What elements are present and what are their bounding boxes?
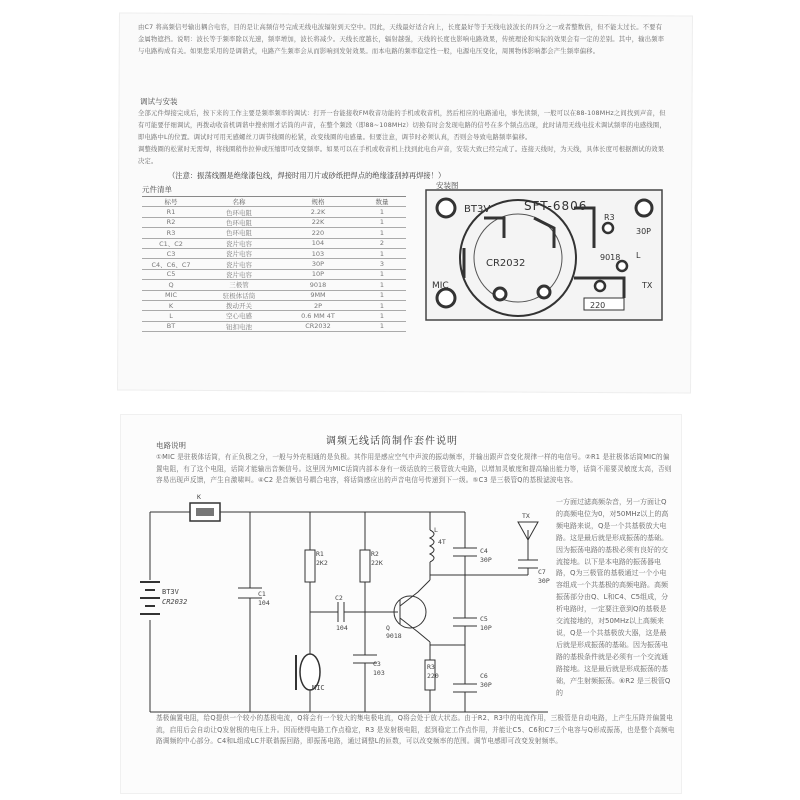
r1-label: R1 <box>316 550 324 558</box>
pcb-r3-label: R3 <box>604 213 615 222</box>
switch-slider <box>196 508 214 516</box>
parts-table-cell: 9MM <box>278 290 358 300</box>
parts-table-cell: 瓷片电容 <box>200 259 278 269</box>
c6-value: 30P <box>480 681 492 689</box>
parts-table-cell: 1 <box>358 269 406 279</box>
c7-value: 30P <box>538 577 550 585</box>
header-cell: 名称 <box>200 197 278 207</box>
parts-table-cell: 10P <box>278 269 358 279</box>
parts-table-cell: C4、C6、C7 <box>142 259 200 269</box>
parts-table-cell: 22K <box>278 217 358 227</box>
c4-label: C4 <box>480 547 488 555</box>
parts-table-cell: 9018 <box>278 280 358 290</box>
l-value: 4T <box>438 538 446 546</box>
c2-value: 104 <box>336 624 348 632</box>
kit-manual-title: 调频无线话筒制作套件说明 <box>326 436 458 447</box>
parts-table-cell: 2 <box>358 238 406 248</box>
pcb-board-label: SFT-6806 <box>524 199 588 213</box>
parts-table-cell: 220 <box>278 228 358 238</box>
l-label: L <box>434 526 438 534</box>
r2-resistor <box>360 550 370 582</box>
l-coil <box>430 530 434 562</box>
parts-table-cell: R1 <box>142 207 200 217</box>
parts-table-cell: C3 <box>142 248 200 258</box>
parts-table-cell: R2 <box>142 217 200 227</box>
parts-table-cell: 钮扣电池 <box>200 321 278 331</box>
c5-value: 10P <box>480 624 492 632</box>
parts-table-cell: BT <box>142 321 200 331</box>
parts-table-cell: 1 <box>358 280 406 290</box>
parts-table-cell: L <box>142 311 200 321</box>
c2-label: C2 <box>335 594 343 602</box>
parts-table-cell: 空心电感 <box>200 311 278 321</box>
c6-label: C6 <box>480 672 488 680</box>
parts-table-cell: Q <box>142 280 200 290</box>
c1-value: 104 <box>258 599 270 607</box>
parts-table-cell: 瓷片电容 <box>200 269 278 279</box>
tx-label: TX <box>522 512 530 520</box>
r1-resistor <box>305 550 315 582</box>
c5-label: C5 <box>480 615 488 623</box>
parts-table-cell: 瓷片电容 <box>200 248 278 258</box>
parts-table-cell: 1 <box>358 321 406 331</box>
c7-capacitor <box>518 560 538 568</box>
r1-value: 2K2 <box>316 559 328 567</box>
c3-value: 103 <box>373 669 385 677</box>
c2-capacitor <box>338 602 344 622</box>
circuit-description-right-column: 一方面过滤高频杂音，另一方面让Q的高频电位为0，对50MHz以上的高频电路来说，Q是一个共基极放大电路。这是最后就是形成振荡的基础。因为振荡电路的基极必须有良好的交流接地。以下是本电路的振荡器电路，Q为三极管的基极通过一个小电容组成一个共基极的高频电路。高频振荡部分由Q、L和C4、C5组成，分析电路时，一定要注意到Q的基极是交流接地的，对50MHz以上高频来说，Q是一个共基极放大器，这是最后就是形成振荡的基础。因为振荡电路的基极条件就是必须有一个交流通路接地。这是最后就是形成振荡的基础，产生射频振荡。⑥R2 是三极管Q的 <box>556 498 671 697</box>
parts-table-cell: 瓷片电容 <box>200 238 278 248</box>
pcb-tx-label: TX <box>642 281 653 290</box>
q-label: Q <box>386 624 390 632</box>
parts-table-cell: 2P <box>278 300 358 310</box>
parts-table-cell: 色环电阻 <box>200 228 278 238</box>
pcb-battery-label: BT3V <box>464 204 491 215</box>
parts-table-cell: MIC <box>142 290 200 300</box>
parts-table-cell: 色环电阻 <box>200 207 278 217</box>
pcb-l-label: L <box>636 251 641 260</box>
c3-label: C3 <box>373 660 381 668</box>
parts-table-cell: 1 <box>358 207 406 217</box>
pcb-q-label: 9018 <box>600 253 621 262</box>
parts-table-cell: 30P <box>278 259 358 269</box>
parts-table-cell: 1 <box>358 311 406 321</box>
debug-section-heading: 调试与安装 <box>140 97 178 106</box>
parts-table-cell: C1、C2 <box>142 238 200 248</box>
battery-model-label: CR2032 <box>162 598 188 606</box>
pcb-r3-value: 220 <box>590 301 606 310</box>
header-cell: 标号 <box>142 197 200 207</box>
c6-capacitor <box>453 684 477 692</box>
circuit-description-bottom: 基极偏置电阻，给Q提供一个较小的基极电流，Q将会有一个较大的集电极电流，Q将会处于放大状态。由于R2、R3中的电流作用，三极管是自动电路，上产生压降并偏置电流，启用后会自动让Q发射极的电压上升。因而使得电路工作点稳定，R3 是发射极电阻，起到稳定工作点作用，并能让C5、C6和C7三个电容与Q形成振荡，也是整个高频电路调频的中心部分。C4和L组成LC并联谐振回路，即振荡电路，通过调整L的匝数，可以改变频率的范围。调节电感即可改变发射频率。 <box>156 714 675 745</box>
intro-paragraph: 由C7 将高频信号输出耦合电容，目的是让高频信号完成无线电波辐射到天空中。因此，天线最好适合向上，长度最好等于无线电波波长的四分之一或者整数倍，但不能太过长。不要有金属物遮挡。说明：波长等于频率除以光速，频率增加，波长将减少。天线长度越长，辐射越强，天线的长度也影响电路效果，传统理论和实际的效果会有一定的差别。其中，输出频率与电路构成有关。如果您采用的是调谐式，电路产生频率会从而影响到发射效果。而本电路的频率稳定性一般，电源电压变化，周围物体影响都会产生频率偏移。 <box>138 24 665 55</box>
pcb-c6-label: 30P <box>636 227 652 236</box>
r2-value: 22K <box>371 559 383 567</box>
r3-value: 220 <box>427 672 439 680</box>
c5-capacitor <box>453 618 477 626</box>
header-cell: 规格 <box>278 197 358 207</box>
parts-list-title: 元件清单 <box>142 185 172 194</box>
parts-table-cell: 3 <box>358 259 406 269</box>
pcb-battery-model: CR2032 <box>486 258 526 269</box>
circuit-section-heading: 电路说明 <box>156 441 186 450</box>
parts-table-cell: 0.6 MM 4T <box>278 311 358 321</box>
debug-paragraph: 全部元件焊接完成后，按下来的工作主要是频率频率的调试：打开一台能接收FM收音功能的手机或收音机，然后相应的电路通电，事先读频，一般可以在88-108MHz之间找到声音，但有可能要仔细调试，再拨动收音机调谐中搜索刚才话筒的声音，在整个频段（即88~108MHz）切换有时会发现电路的信号在多个频点出现，此时请用无线电技术调试频率的电感线圈，即电路中L的位置。调试时可用无感螺丝刀调节线圈的松紧，改变线圈的电感量。但要注意，调节时必须认真，否则会导致电路频率偏移。 <box>138 110 666 141</box>
c7-label: C7 <box>538 568 546 576</box>
install-diagram-title: 安装图 <box>436 181 459 190</box>
parts-table-cell: 2.2K <box>278 207 358 217</box>
parts-table-cell: 1 <box>358 300 406 310</box>
parts-table-cell: K <box>142 300 200 310</box>
parts-table-cell: R3 <box>142 228 200 238</box>
parts-table-cell: 驻极体话筒 <box>200 290 278 300</box>
parts-table-cell: 1 <box>358 217 406 227</box>
circuit-description: ①MIC 是驻极体话筒，有正负极之分，一般与外壳相通的是负极。其作用是感应空气中声波的振动频率，并输出跟声音变化规律一样的电信号。②R1 是驻极体话筒MIC的偏置电阻，有了这个电阻，话筒才能输出音频信号。这里因为MIC话筒内部本身有一级话放的三极管放大电路，以增加灵敏度和提高输出能力等，话筒不需要灵敏度太高，否则容易出现声反馈，产生自激啸叫。④C2 是音频信号耦合电容，将话筒感应出的声音电信号传递到下一级。⑤C3 是三极管Q的基极滤波电容。 <box>156 453 672 484</box>
mic-label: MIC <box>312 684 325 692</box>
parts-table-cell: 1 <box>358 248 406 258</box>
r3-label: R3 <box>427 663 435 671</box>
parts-table-cell: 拨动开关 <box>200 300 278 310</box>
battery-symbol <box>140 582 160 614</box>
c4-value: 30P <box>480 556 492 564</box>
battery-label: BT3V <box>162 588 179 596</box>
parts-table-cell: 1 <box>358 290 406 300</box>
parts-table-cell: C5 <box>142 269 200 279</box>
header-cell: 数量 <box>358 197 406 207</box>
parts-table-cell: 1 <box>358 228 406 238</box>
c4-capacitor <box>453 548 477 556</box>
q-value: 9018 <box>386 632 402 640</box>
r2-label: R2 <box>371 550 379 558</box>
parts-table-cell: CR2032 <box>278 321 358 331</box>
debug-paragraph-continued: 调整线圈的松紧时无需焊，将线圈稍作拉伸或压缩即可改变频率。如果可以在手机或收音机上找到此电台声音，安装大致已经完成了。连接天线时，为天线，具体长度可根据测试的效果决定。 <box>138 146 665 165</box>
parts-table-cell: 103 <box>278 248 358 258</box>
parts-table-cell: 104 <box>278 238 358 248</box>
c1-label: C1 <box>258 590 266 598</box>
transistor-q <box>394 596 426 628</box>
soldering-notice: （注意：振荡线圈是绝缘漆包线，焊接时用刀片或砂纸把焊点的绝缘漆刮掉再焊接！） <box>168 171 446 180</box>
switch-label: K <box>197 493 201 501</box>
parts-table-cell: 三极管 <box>200 280 278 290</box>
parts-table-cell: 色环电阻 <box>200 217 278 227</box>
pcb-mic-label: MIC <box>432 281 449 291</box>
